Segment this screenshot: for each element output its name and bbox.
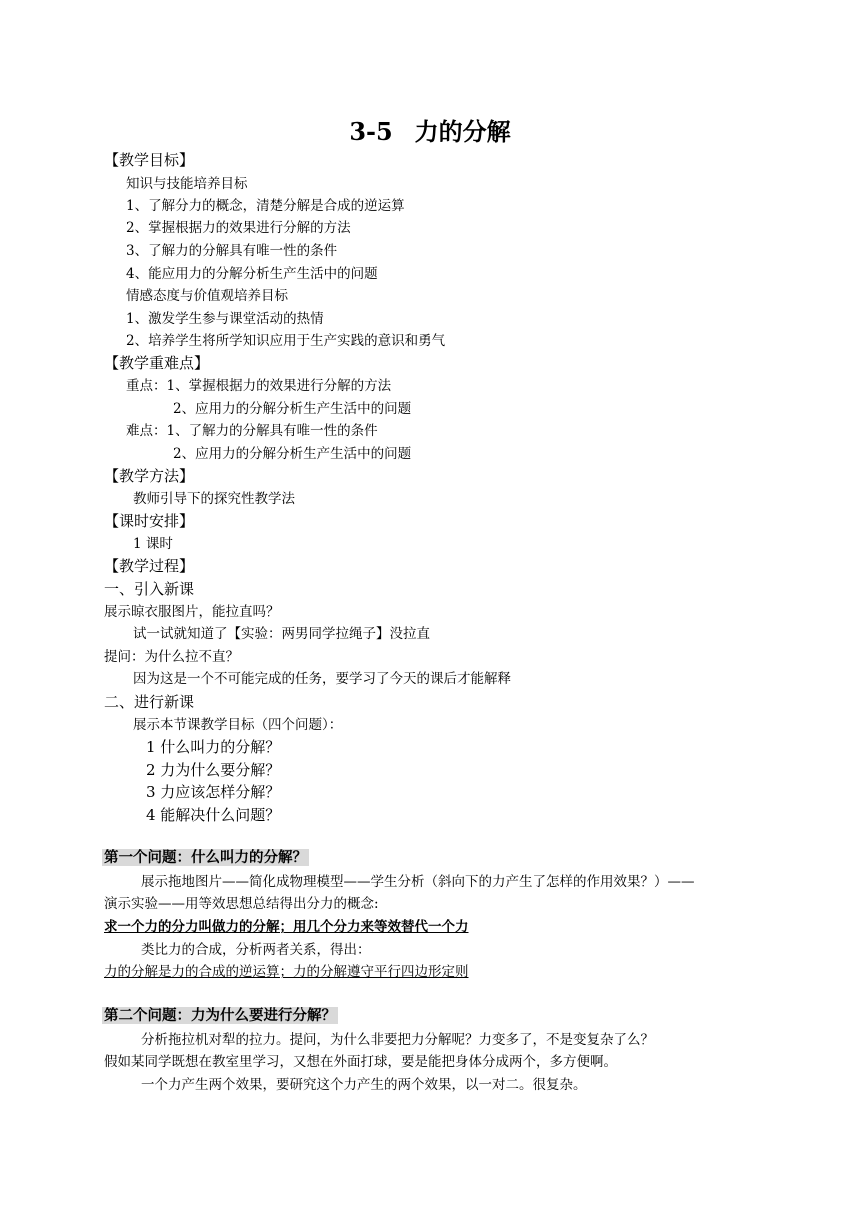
schedule-text: 1 课时 <box>133 536 173 552</box>
question-item: 3 力应该怎样分解？ <box>146 783 281 801</box>
goals-heading: 【教学目标】 <box>104 151 195 169</box>
process-line: 提问：为什么拉不直？ <box>104 649 239 665</box>
question-item: 4 能解决什么问题？ <box>146 806 281 824</box>
keypoint-line: 重点：1、掌握根据力的效果进行分解的方法 <box>126 378 392 394</box>
title-text: 力的分解 <box>414 117 511 146</box>
difficulty-line: 难点：1、了解力的分解具有唯一性的条件 <box>126 423 378 439</box>
q2-line: 一个力产生两个效果，要研究这个力产生的两个效果，以一对二。很复杂。 <box>141 1077 587 1093</box>
q1-line: 演示实验——用等效思想总结得出分力的概念: <box>104 896 379 912</box>
keypoints-heading: 【教学重难点】 <box>104 354 210 372</box>
page-title <box>0 112 860 147</box>
process-line: 展示晾衣服图片，能拉直吗？ <box>104 604 280 620</box>
process-line: 因为这是一个不可能完成的任务，要学习了今天的课后才能解释 <box>133 671 511 687</box>
method-text: 教师引导下的探究性教学法 <box>133 491 295 507</box>
q2-line: 假如某同学既想在教室里学习，又想在外面打球，要是能把身体分成两个，多方便啊。 <box>104 1054 617 1070</box>
process-line: 展示本节课教学目标（四个问题）： <box>133 717 343 733</box>
q1-line: 展示拖地图片——简化成物理模型——学生分析（斜向下的力产生了怎样的作用效果？）—— <box>141 874 695 890</box>
section-heading: 一、引入新课 <box>104 580 195 598</box>
q1-line: 类比力的合成，分析两者关系，得出： <box>141 942 371 958</box>
goals-item: 1、激发学生参与课堂活动的热情 <box>126 311 324 327</box>
q2-line: 分析拖拉机对犁的拉力。提问，为什么非要把力分解呢？力变多了，不是变复杂了么？ <box>141 1032 654 1048</box>
process-line: 试一试就知道了【实验：两男同学拉绳子】没拉直 <box>133 626 430 642</box>
goals-item: 1、了解分力的概念，清楚分解是合成的逆运算 <box>126 198 405 214</box>
goals-item: 3、了解力的分解具有唯一性的条件 <box>126 243 338 259</box>
difficulty-line: 2、应用力的分解分析生产生活中的问题 <box>173 446 412 462</box>
q1-heading: 第一个问题：什么叫力的分解？ <box>104 849 307 866</box>
goals-item: 4、能应用力的分解分析生产生活中的问题 <box>126 266 378 282</box>
q1-definition: 求一个力的分力叫做力的分解；用几个分力来等效替代一个力 <box>104 919 469 935</box>
keypoint-line: 2、应用力的分解分析生产生活中的问题 <box>173 401 412 417</box>
method-heading: 【教学方法】 <box>104 467 195 485</box>
goals-item: 2、掌握根据力的效果进行分解的方法 <box>126 220 351 236</box>
goals-sub2: 情感态度与价值观培养目标 <box>126 288 288 304</box>
q1-conclusion: 力的分解是力的合成的逆运算；力的分解遵守平行四边形定则 <box>104 964 469 980</box>
section-heading: 二、进行新课 <box>104 693 195 711</box>
title-number: 3-5 <box>349 117 393 146</box>
goals-sub1: 知识与技能培养目标 <box>126 176 248 192</box>
question-item: 1 什么叫力的分解？ <box>146 738 281 756</box>
schedule-heading: 【课时安排】 <box>104 512 195 530</box>
process-heading: 【教学过程】 <box>104 557 195 575</box>
question-item: 2 力为什么要分解？ <box>146 761 281 779</box>
q2-heading: 第二个问题：力为什么要进行分解？ <box>104 1007 336 1024</box>
goals-item: 2、培养学生将所学知识应用于生产实践的意识和勇气 <box>126 333 446 349</box>
